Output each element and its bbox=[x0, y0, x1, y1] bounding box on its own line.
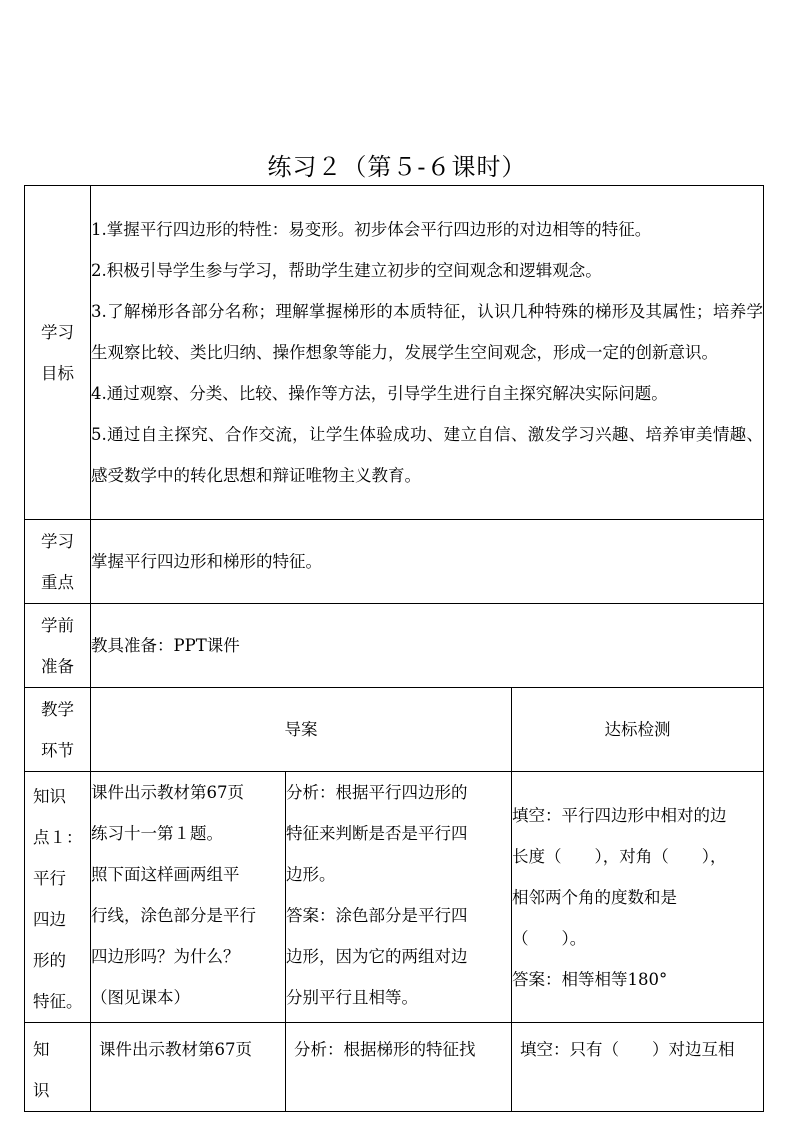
lesson-plan-table bbox=[24, 185, 764, 1112]
knowledge-1-guide-b bbox=[286, 772, 512, 1023]
key-points-content: 掌握平行四边形和梯形的特征。 bbox=[91, 520, 764, 604]
k1-guide-b-line: 边形。 bbox=[286, 865, 336, 884]
k1-guide-b-line: 答案：涂色部分是平行四 bbox=[286, 906, 468, 925]
label-objectives-line1: 学习 bbox=[41, 322, 74, 342]
label-teaching-phase-line1: 教学 bbox=[41, 699, 74, 719]
header-check: 达标检测 bbox=[512, 688, 764, 772]
k1-guide-a-line: 练习十一第１题。 bbox=[91, 824, 223, 843]
label-teaching-phase-line2: 环节 bbox=[41, 740, 74, 760]
label-preparation-line2: 准备 bbox=[41, 656, 74, 676]
header-guide: 导案 bbox=[91, 688, 512, 772]
label-preparation-line1: 学前 bbox=[41, 615, 74, 635]
row-header bbox=[25, 688, 764, 772]
objective-item-2: 2.积极引导学生参与学习，帮助学生建立初步的空间观念和逻辑观念。 bbox=[91, 261, 602, 280]
k1-check-line: 相邻两个角的度数和是 bbox=[512, 887, 677, 907]
k1-guide-a-line: 照下面这样画两组平 bbox=[91, 865, 240, 884]
k1-check-line: 答案：相等相等180° bbox=[512, 969, 668, 989]
k1-guide-b-line: 分别平行且相等。 bbox=[286, 988, 418, 1007]
knowledge-1-check bbox=[512, 772, 764, 1023]
k1-label-line: 点１： bbox=[33, 828, 83, 847]
label-knowledge-1 bbox=[25, 772, 91, 1023]
page-title: 练习２（第５-６课时） bbox=[267, 153, 527, 181]
row-objectives bbox=[25, 186, 764, 520]
k1-label-line: 形的 bbox=[33, 951, 66, 970]
knowledge-2-guide-a: 课件出示教材第67页 bbox=[91, 1023, 286, 1112]
k1-guide-b-line: 分析：根据平行四边形的 bbox=[286, 783, 468, 802]
k2-label-text: 知识 bbox=[33, 1040, 66, 1100]
k1-check-line: （ ）。 bbox=[512, 928, 587, 948]
k1-guide-a-line: 行线，涂色部分是平行 bbox=[91, 906, 256, 925]
label-objectives bbox=[25, 186, 91, 520]
label-key-points bbox=[25, 520, 91, 604]
k1-check-line: 长度（ ），对角（ ）， bbox=[512, 846, 727, 866]
k1-check-line: 填空：平行四边形中相对的边 bbox=[512, 805, 727, 825]
objective-item-3: 3.了解梯形各部分名称；理解掌握梯形的本质特征，认识几种特殊的梯形及其属性；培养学生观察比较、类比归纳、操作想象等能力，发展学生空间观念，形成一定的创新意识。 bbox=[91, 302, 764, 362]
objective-item-4: 4.通过观察、分类、比较、操作等方法，引导学生进行自主探究解决实际问题。 bbox=[91, 384, 668, 403]
label-teaching-phase bbox=[25, 688, 91, 772]
objective-item-1: 1.掌握平行四边形的特性：易变形。初步体会平行四边形的对边相等的特征。 bbox=[91, 220, 652, 239]
k1-guide-b-line: 边形，因为它的两组对边 bbox=[286, 947, 468, 966]
k1-label-line: 四边 bbox=[33, 910, 66, 929]
label-objectives-line2: 目标 bbox=[41, 363, 74, 383]
label-key-points-line2: 重点 bbox=[41, 572, 74, 592]
knowledge-2-guide-b: 分析：根据梯形的特征找 bbox=[286, 1023, 512, 1112]
row-knowledge-1 bbox=[25, 772, 764, 1023]
row-key-points bbox=[25, 520, 764, 604]
k1-guide-a-line: 四边形吗？为什么？ bbox=[91, 947, 240, 966]
k1-label-line: 特征。 bbox=[33, 992, 83, 1011]
row-preparation bbox=[25, 604, 764, 688]
k1-label-line: 平行 bbox=[33, 869, 66, 888]
k1-guide-b-line: 特征来判断是否是平行四 bbox=[286, 824, 468, 843]
k1-guide-a-line: （图见课本） bbox=[91, 988, 190, 1007]
row-knowledge-2 bbox=[25, 1023, 764, 1112]
label-key-points-line1: 学习 bbox=[41, 531, 74, 551]
objectives-content bbox=[91, 186, 764, 520]
label-preparation bbox=[25, 604, 91, 688]
k1-guide-a-line: 课件出示教材第67页 bbox=[91, 783, 244, 802]
knowledge-1-guide-a bbox=[91, 772, 286, 1023]
k1-label-line: 知识 bbox=[33, 787, 66, 806]
objective-item-5: 5.通过自主探究、合作交流，让学生体验成功、建立自信、激发学习兴趣、培养审美情趣、感受数学中的转化思想和辩证唯物主义教育。 bbox=[91, 425, 764, 485]
preparation-content: 教具准备：PPT课件 bbox=[91, 604, 764, 688]
knowledge-2-check: 填空：只有（ ）对边互相 bbox=[512, 1023, 764, 1112]
label-knowledge-2 bbox=[25, 1023, 91, 1112]
